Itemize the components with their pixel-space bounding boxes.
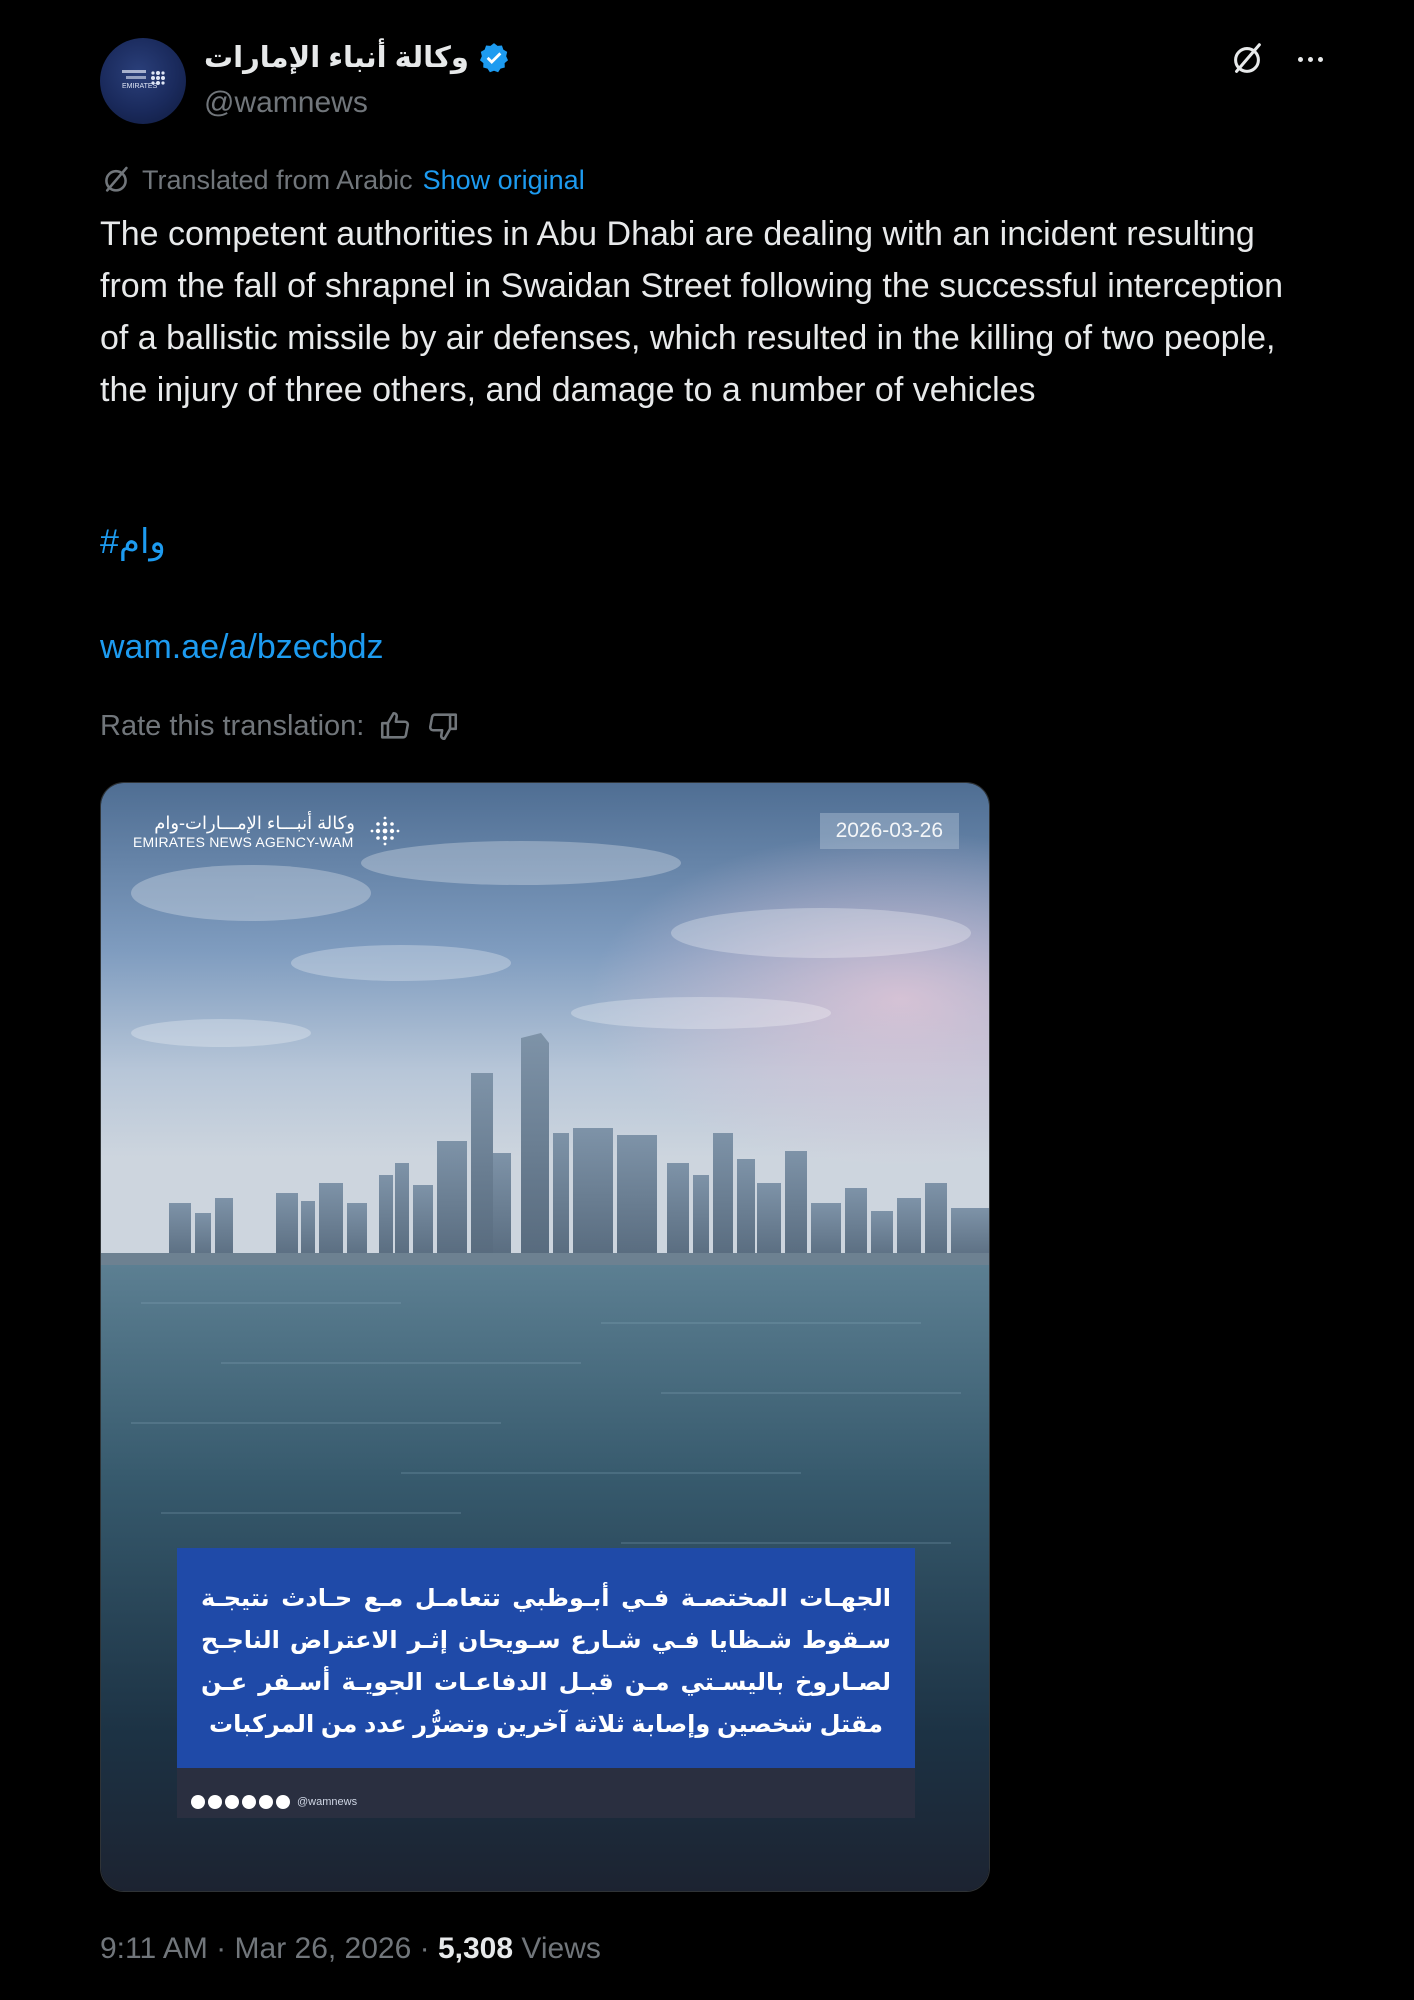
verified-badge-icon (477, 41, 511, 75)
globe-dots-icon (365, 811, 405, 851)
views-label: Views (513, 1932, 601, 1965)
show-original-link[interactable]: Show original (422, 164, 585, 195)
social-icons (191, 1795, 357, 1809)
hashtag-link[interactable]: #وام (100, 523, 166, 561)
tweet-date[interactable]: Mar 26, 2026 (234, 1932, 412, 1965)
grok-icon (100, 164, 132, 196)
external-link[interactable]: wam.ae/a/bzecbdz (100, 628, 384, 666)
social-handle: @wamnews (297, 1796, 358, 1808)
thumbs-up-icon[interactable] (378, 709, 412, 743)
grok-translate-icon[interactable] (1228, 40, 1266, 78)
wam-logo-icon (100, 38, 186, 124)
tweet-meta (100, 1932, 601, 1966)
image-caption: الجهـات المختصـة فـي أبـوظبي تتعامـل مـع حـادث نتيجـة سـقوط شـظايا فـي شـارع سـويحان إثـر الاعتراض الناجـح لصـاروخ باليسـتي مـن قبـل الدفاعـات الجويـة أسـفر عـن مقتل شخصين وإصابة ثلاثة آخرين وتضرُّر عدد من المركبات (201, 1585, 891, 1738)
youtube-icon (208, 1795, 222, 1809)
facebook-icon (242, 1795, 256, 1809)
tweet-text: The competent authorities in Abu Dhabi are dealing with an incident resulting from the fall of shrapnel in Swaidan Street following the successful interception of a ballistic missile by air defenses, which resulted in the killing of two people, the injury of three others, and damage to a number of vehicles (100, 215, 1284, 409)
rate-translation (100, 709, 460, 743)
logo-english: EMIRATES NEWS AGENCY-WAM (133, 833, 354, 850)
rate-label: Rate this translation: (100, 709, 365, 742)
separator: · (207, 1932, 235, 1965)
handle[interactable]: @wamnews (204, 86, 368, 119)
display-name[interactable] (204, 40, 511, 75)
x-icon (191, 1795, 205, 1809)
threads-icon (276, 1795, 290, 1809)
instagram-icon (225, 1795, 239, 1809)
wam-card-logo (133, 811, 405, 851)
display-name-text: وكالة أنباء الإمارات (204, 42, 469, 74)
translated-label: Translated from Arabic (142, 164, 413, 195)
views-count: 5,308 (437, 1932, 514, 1965)
tweet-time[interactable]: 9:11 AM (100, 1932, 208, 1965)
separator: · (411, 1932, 438, 1965)
thumbs-down-icon[interactable] (426, 709, 460, 743)
more-icon[interactable] (1290, 40, 1330, 78)
avatar[interactable] (100, 38, 186, 124)
media-image[interactable] (100, 782, 990, 1892)
logo-arabic: وكالة أنبـــاء الإمـــارات-وام (154, 812, 355, 833)
translation-row (100, 164, 585, 196)
tiktok-icon (259, 1795, 273, 1809)
svg-text:EMIRATES: EMIRATES (122, 83, 158, 90)
image-date: 2026-03-26 (820, 813, 959, 849)
